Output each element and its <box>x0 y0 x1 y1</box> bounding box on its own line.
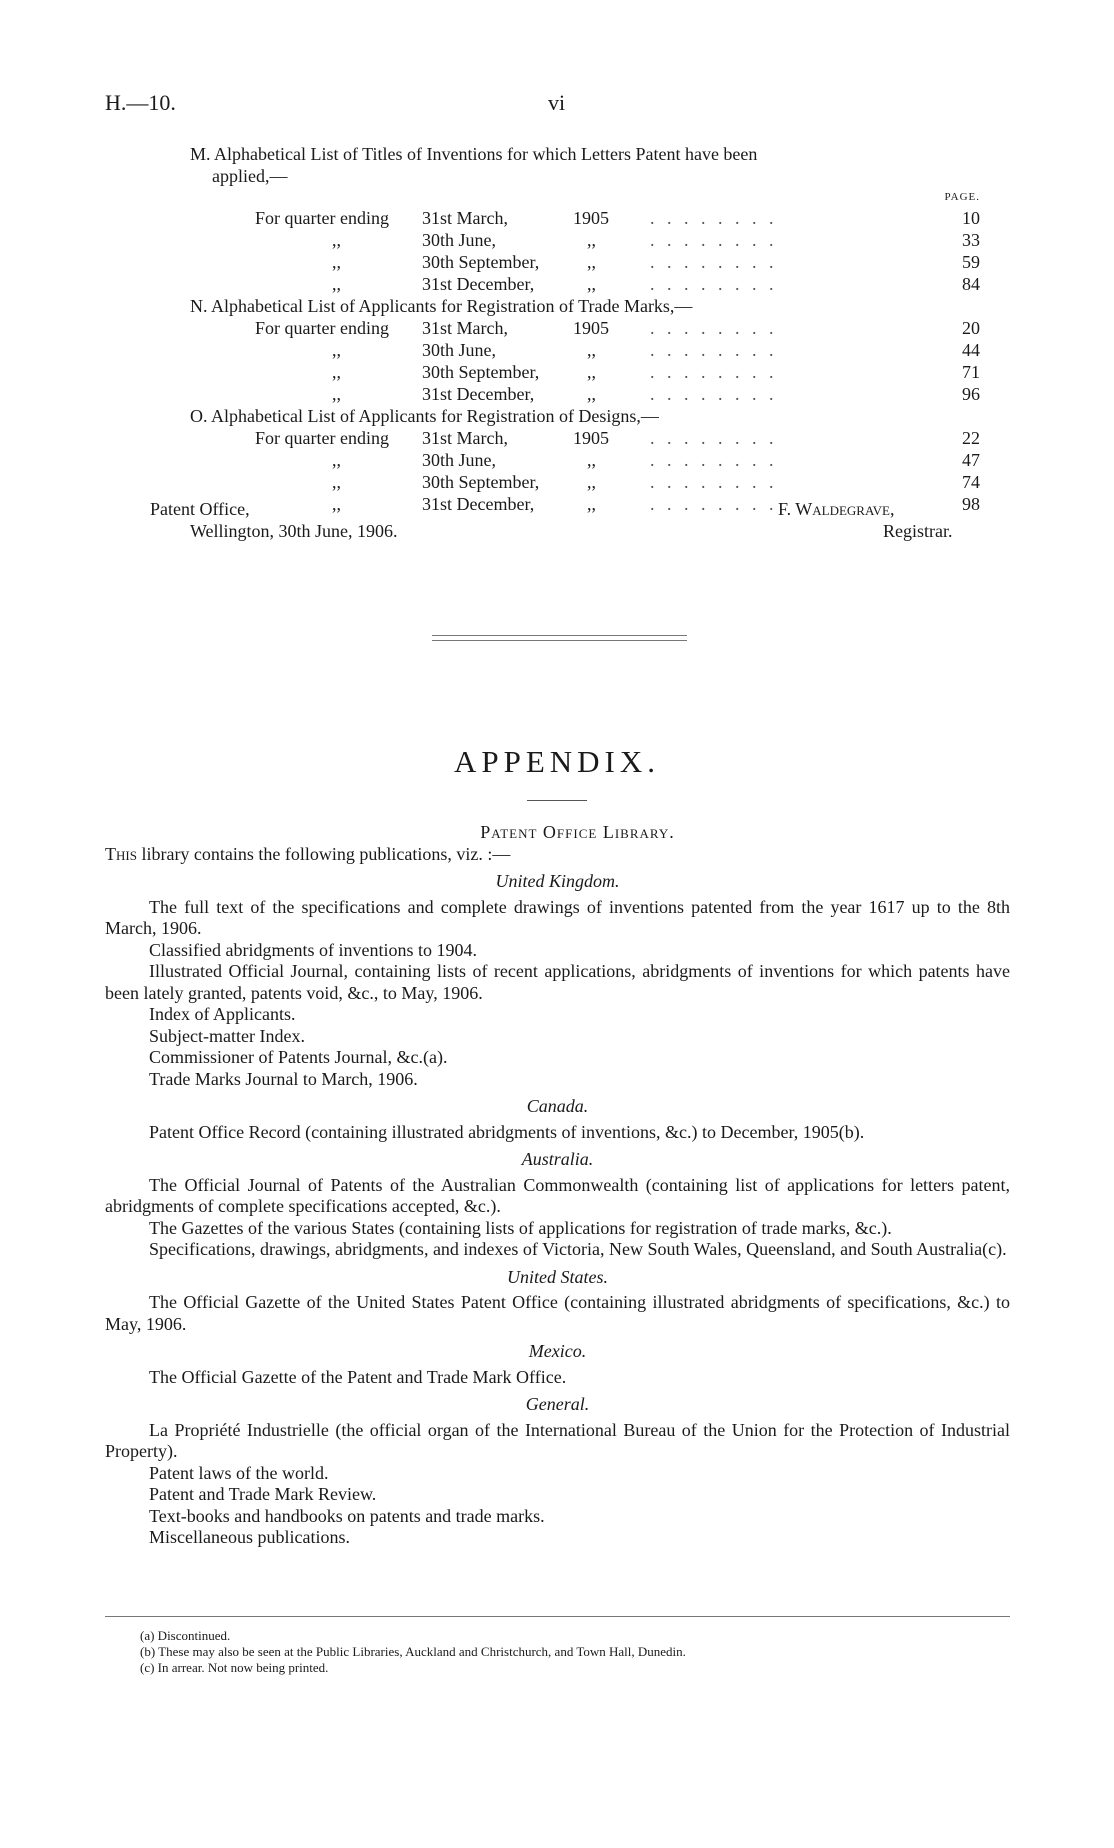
signatory-name: F. Waldegrave, <box>778 499 895 519</box>
toc-row: ,, 30th June, ,, . . . . . . . . 44 <box>332 340 980 360</box>
toc-row: ,, 30th September, ,, . . . . . . . . 74 <box>332 472 980 492</box>
publication-entry: Index of Applicants. <box>149 1004 296 1024</box>
page-number: vi <box>548 90 566 115</box>
country-heading: United States. <box>507 1266 608 1287</box>
page-ref: 44 <box>962 340 980 360</box>
publication-entry: The full text of the specifications and complete drawings of inventions patented from the year 1617 up to the 8th March, 1906. <box>105 896 1010 938</box>
signatory-title: Registrar. <box>883 521 953 541</box>
library-heading: Patent Office Library. <box>480 822 675 842</box>
leader-dots: . . . . . . . . <box>650 274 778 294</box>
country-heading: Mexico. <box>528 1341 587 1361</box>
page-ref: 59 <box>962 252 980 272</box>
leader-dots: . . . . . . . . <box>650 252 778 272</box>
publication-entry: Classified abridgments of inventions to 1904. <box>149 939 477 960</box>
page-column-heading: PAGE. <box>944 191 980 203</box>
publication-entry: Patent laws of the world. <box>149 1462 329 1483</box>
page-ref: 74 <box>962 472 980 492</box>
section-m-title-cont: applied,— <box>212 166 288 186</box>
publication-entry: The Gazettes of the various States (containing lists of applications for registration of trade marks, &c.). <box>149 1217 892 1238</box>
toc-row: For quarter ending 31st March, 1905 . . . . . . . . 22 <box>255 428 980 448</box>
publication-entry: The Official Gazette of the United States Patent Office (containing illustrated abridgments of specifications, &c.) to May, 1906. <box>105 1292 1010 1334</box>
footnote: (a) Discontinued. <box>140 1628 231 1643</box>
publication-entry: La Propriété Industrielle (the official organ of the International Bureau of the Union for the Protection of Industrial Property). <box>105 1419 1010 1461</box>
toc-row: ,, 31st December, ,, . . . . . . . . 98 <box>332 494 980 514</box>
section-letter: N. <box>190 296 208 316</box>
footnote: (c) In arrear. Not now being printed. <box>140 1660 329 1675</box>
toc-row: ,, 30th June, ,, . . . . . . . . 47 <box>332 450 980 470</box>
toc-row: For quarter ending 31st March, 1905 . . . . . . . . 20 <box>255 318 980 338</box>
country-heading: Australia. <box>521 1149 594 1169</box>
country-heading: Canada. <box>526 1096 589 1116</box>
publication-entry: Patent and Trade Mark Review. <box>149 1484 377 1504</box>
leader-dots: . . . . . . . . <box>650 450 778 470</box>
country-heading: United Kingdom. <box>495 871 620 891</box>
page-ref: 96 <box>962 384 980 404</box>
toc-row: ,, 30th September, ,, . . . . . . . . 59 <box>332 252 980 272</box>
section-n-title <box>190 295 980 317</box>
footnotes <box>140 1628 990 1676</box>
publication-entry: Patent Office Record (containing illustrated abridgments of inventions, &c.) to December, 1905(b). <box>149 1121 865 1142</box>
leader-dots: . . . . . . . . <box>650 472 778 492</box>
appendix-title: APPENDIX. <box>453 744 661 779</box>
page-ref: 10 <box>962 208 980 228</box>
leader-dots: . . . . . . . . <box>650 230 778 250</box>
leader-dots: . . . . . . . . <box>650 384 778 404</box>
section-divider <box>432 635 687 641</box>
publication-entry: Illustrated Official Journal, containing lists of recent applications, abridgments of inventions for which patents have been lately granted, patents void, &c., to May, 1906. <box>105 961 1010 1003</box>
toc-row: ,, 30th September, ,, . . . . . . . . 71 <box>332 362 980 382</box>
leader-dots: . . . . . . . . <box>650 494 778 514</box>
footnote-rule <box>105 1616 1010 1617</box>
page-ref: 98 <box>962 494 980 514</box>
footnote: (b) These may also be seen at the Public Libraries, Auckland and Christchurch, and Town Hall, Dunedin. <box>140 1644 686 1659</box>
library-intro: This library contains the following publications, viz. :— <box>105 843 511 864</box>
section-letter: O. <box>190 406 208 426</box>
leader-dots: . . . . . . . . <box>650 318 778 338</box>
section-title: Alphabetical List of Applicants for Registration of Trade Marks,— <box>211 296 693 316</box>
page-ref: 84 <box>962 274 980 294</box>
office-name: Patent Office, <box>150 499 250 519</box>
page-ref: 47 <box>962 450 980 470</box>
section-letter: M. <box>190 144 211 164</box>
country-heading: General. <box>525 1394 590 1414</box>
publication-entry: Commissioner of Patents Journal, &c.(a). <box>149 1047 448 1067</box>
page-ref: 20 <box>962 318 980 338</box>
section-m-title <box>190 143 980 165</box>
appendix-body <box>105 822 1010 1549</box>
place-and-date: Wellington, 30th June, 1906. <box>190 521 398 541</box>
toc-row: ,, 31st December, ,, . . . . . . . . 84 <box>332 274 980 294</box>
section-title: Alphabetical List of Titles of Inventions for which Letters Patent have been <box>214 144 758 164</box>
toc-row: ,, 31st December, ,, . . . . . . . . 96 <box>332 384 980 404</box>
report-code: H.—10. <box>105 90 176 115</box>
toc-row: For quarter ending 31st March, 1905 . . . . . . . . 10 <box>255 208 980 228</box>
leader-dots: . . . . . . . . <box>650 340 778 360</box>
page-ref: 71 <box>962 362 980 382</box>
leader-dots: . . . . . . . . <box>650 208 778 228</box>
publication-entry: Specifications, drawings, abridgments, and indexes of Victoria, New South Wales, Queensland, and South Australia(c). <box>149 1239 1007 1259</box>
leader-dots: . . . . . . . . <box>650 362 778 382</box>
contents-list <box>100 143 980 515</box>
section-title: Alphabetical List of Applicants for Registration of Designs,— <box>211 406 659 426</box>
publication-entry: Trade Marks Journal to March, 1906. <box>149 1068 418 1089</box>
page-ref: 33 <box>962 230 980 250</box>
page-ref: 22 <box>962 428 980 448</box>
publication-entry: Subject-matter Index. <box>149 1025 305 1046</box>
publication-entry: Miscellaneous publications. <box>149 1527 350 1547</box>
toc-row: ,, 30th June, ,, . . . . . . . . 33 <box>332 230 980 250</box>
publication-entry: The Official Gazette of the Patent and Trade Mark Office. <box>149 1366 567 1387</box>
title-underline <box>527 800 587 801</box>
section-o-title <box>190 405 980 427</box>
leader-dots: . . . . . . . . <box>650 428 778 448</box>
publication-entry: Text-books and handbooks on patents and trade marks. <box>149 1505 545 1526</box>
publication-entry: The Official Journal of Patents of the Australian Commonwealth (containing list of applications for letters patent, abridgments of complete specifications accepted, &c.). <box>105 1174 1010 1216</box>
